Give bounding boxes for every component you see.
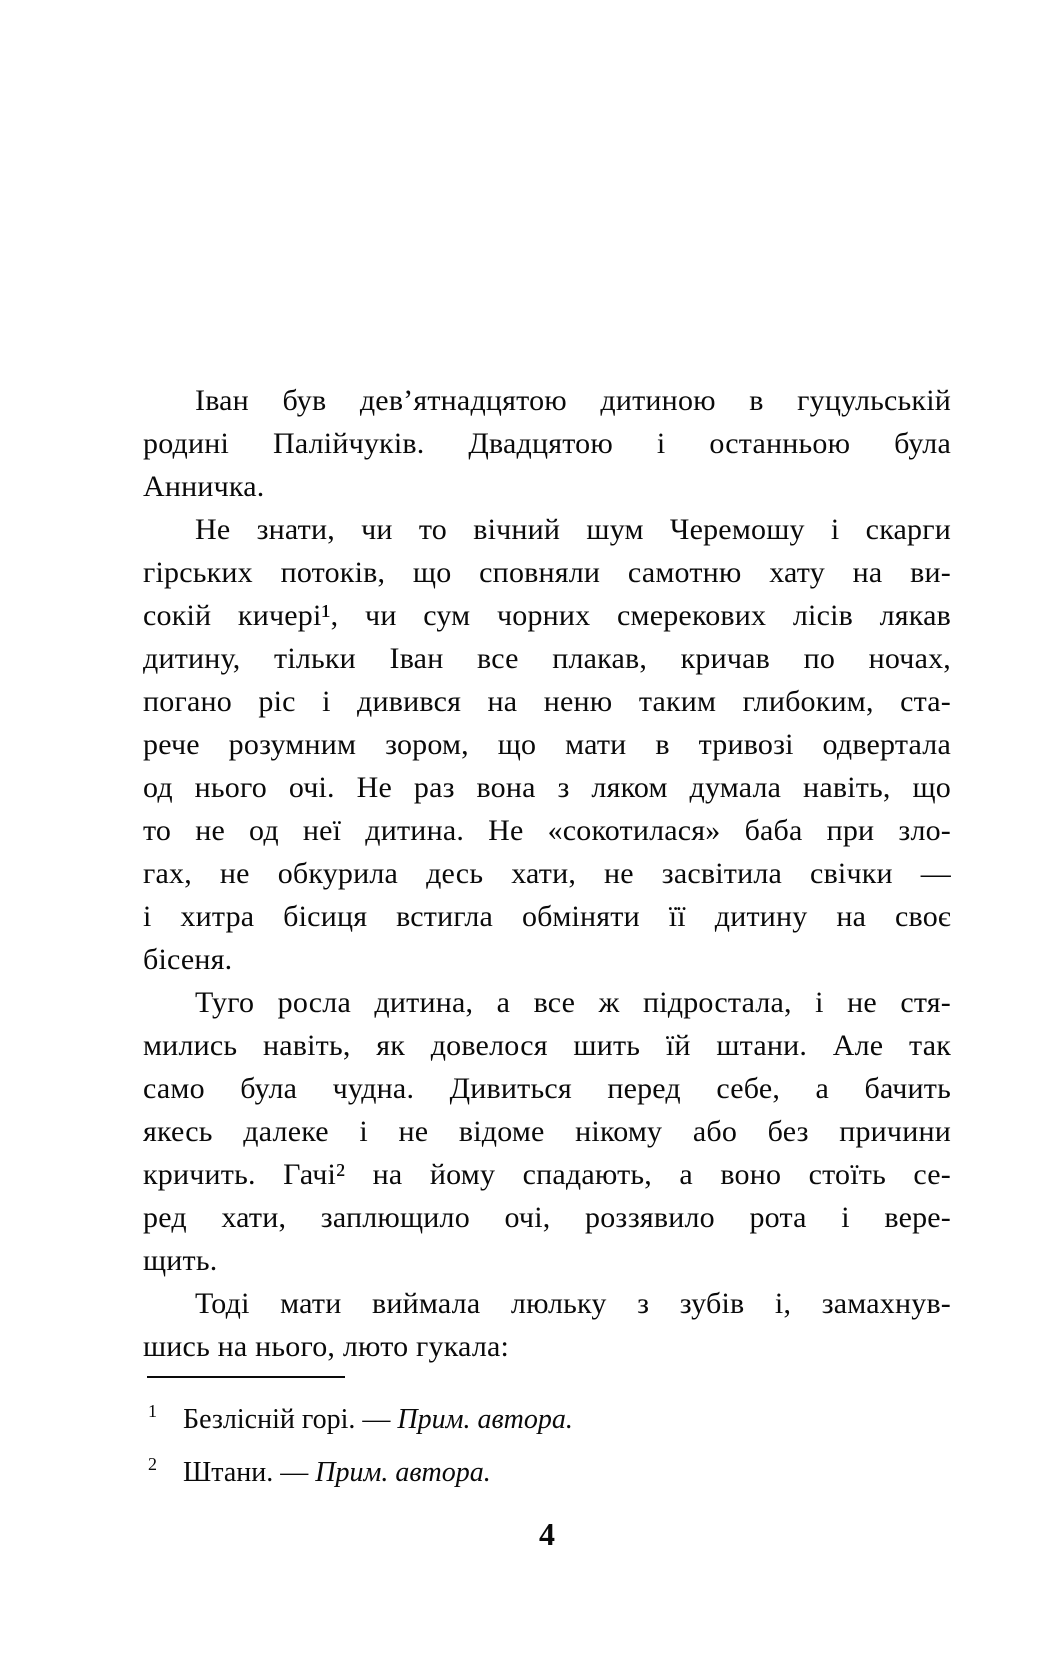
paragraph (143, 981, 951, 1282)
paragraph-line: щить. (143, 1244, 218, 1277)
paragraph-line: Туго росла дитина, а все ж підростала, і не стя- (195, 986, 951, 1019)
paragraph-line: мились навіть, як довелося шить їй штани. Але так (143, 1029, 951, 1062)
paragraph-line: гах, не обкурила десь хати, не засвітила свічки — (143, 857, 951, 890)
paragraph-line: якесь далеке і не відоме нікому або без причини (143, 1115, 951, 1148)
paragraph-line: кричить. Гачі² на йому спадають, а воно стоїть се- (143, 1158, 951, 1191)
paragraph-line: то не од неї дитина. Не «сокотилася» баба при зло- (143, 814, 951, 847)
paragraph-line: родині Палійчуків. Двадцятою і останньою була (143, 427, 951, 460)
page-body (143, 379, 951, 1368)
paragraph (143, 508, 951, 981)
paragraph-line: і хитра бісиця встигла обміняти її дитину на своє (143, 900, 951, 933)
footnote-text: Безлісній горі. — (183, 1404, 398, 1435)
footnote-author-note: Прим. автора. (397, 1404, 573, 1435)
paragraph-line: Анничка. (143, 470, 265, 503)
paragraph-line: дитину, тільки Іван все плакав, кричав по ночах, (143, 642, 951, 675)
paragraph-line: бісеня. (143, 943, 233, 976)
paragraph-line: Тоді мати виймала люльку з зубів і, замахнув- (195, 1287, 951, 1320)
footnote-author-note: Прим. автора. (315, 1457, 491, 1488)
paragraph-line: Не знати, чи то вічний шум Черемошу і скарги (195, 513, 951, 546)
footnote-1 (143, 1390, 951, 1441)
footnote-marker: 1 (148, 1401, 157, 1421)
paragraph-line: погано ріс і дивився на неню таким глибоким, ста- (143, 685, 951, 718)
paragraph-line: шись на нього, люто гукала: (143, 1330, 510, 1363)
footnotes-section (143, 1368, 951, 1496)
paragraph (143, 1282, 951, 1368)
paragraph-line: сокій кичері¹, чи сум чорних смерекових лісів лякав (143, 599, 951, 632)
footnote-marker: 2 (148, 1454, 157, 1474)
paragraph-line: само була чудна. Дивиться перед себе, а бачить (143, 1072, 951, 1105)
footnote-separator-rule (147, 1376, 345, 1378)
footnote-2 (143, 1443, 951, 1494)
paragraph (143, 379, 951, 508)
paragraph-line: гірських потоків, що сповняли самотню хату на ви- (143, 556, 951, 589)
paragraph-line: од нього очі. Не раз вона з ляком думала навіть, що (143, 771, 951, 804)
page-number: 4 (539, 1516, 555, 1552)
paragraph-line: ред хати, заплющило очі, роззявило рота і вере- (143, 1201, 951, 1234)
footnote-text: Штани. — (183, 1457, 316, 1488)
paragraph-line: Іван був дев’ятнадцятою дитиною в гуцульській (195, 384, 951, 417)
paragraph-line: рече розумним зором, що мати в тривозі одвертала (143, 728, 951, 761)
